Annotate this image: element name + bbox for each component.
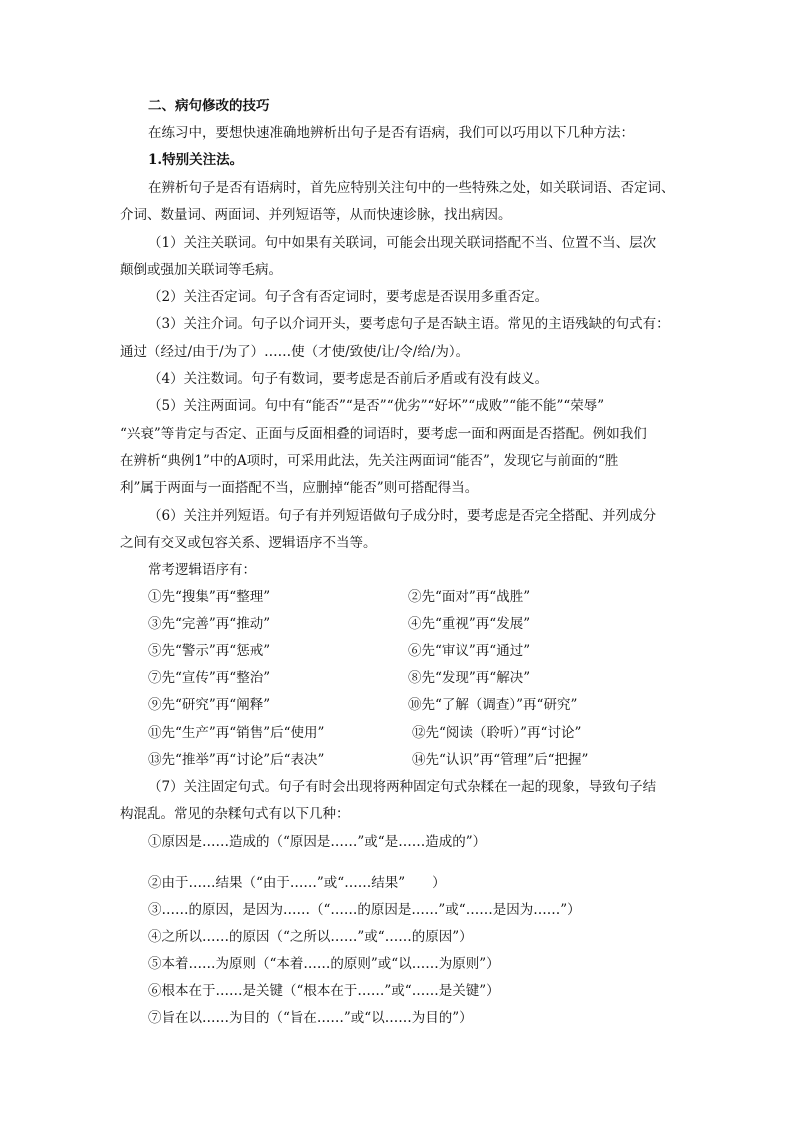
pattern-item: ②由于……结果（“由于……”或“……结果” ） [148, 875, 446, 891]
p4-line: （4）关注数词。句子有数词，要考虑是否前后矛盾或有没有歧义。 [148, 371, 549, 387]
p3-line-2: 通过（经过/由于/为了）……使（才使/致使/让/令/给/为）。 [120, 344, 470, 360]
p5-line-2: “兴衰”等肯定与否定、正面与反面相叠的词语时，要考虑一面和两面是否搭配。例如我们 [120, 426, 647, 442]
p3-line-1: （3）关注介词。句子以介词开头，要考虑句子是否缺主语。常见的主语残缺的句式有： [148, 316, 670, 332]
p5-line-1: （5）关注两面词。句中有“能否”“是否”“优劣”“好坏”“成败”“能不能”“荣辱” [148, 398, 605, 414]
p6-line-2: 之间有交叉或包容关系、逻辑语序不当等。 [120, 535, 377, 551]
order-item: ⑥先“审议”再“通过” [408, 643, 531, 659]
order-item: ⑪先“生产”再“销售”后“使用” [148, 725, 325, 741]
order-item: ⑭先“认识”再“管理”后“把握” [412, 752, 589, 768]
method-desc-line-1: 在辨析句子是否有语病时，首先应特别关注句中的一些特殊之处，如关联词语、否定词、 [148, 180, 675, 196]
order-item: ⑫先“阅读（聆听）”再“讨论” [412, 725, 582, 741]
p5-line-3: 在辨析“典例1”中的A项时，可采用此法，先关注两面词“能否”，发现它与前面的“胜 [120, 453, 619, 469]
order-item: ⑦先“宣传”再“整治” [148, 670, 271, 686]
pattern-item: ①原因是……造成的（“原因是……”或“是……造成的”） [148, 834, 487, 850]
order-item: ⑩先“了解（调查）”再“研究” [408, 697, 578, 713]
intro-text: 在练习中，要想快速准确地辨析出句子是否有语病，我们可以巧用以下几种方法： [148, 125, 634, 141]
p5-line-4: 利”属于两面与一面搭配不当，应删掉“能否”则可搭配得当。 [120, 480, 479, 496]
pattern-item: ⑥根本在于……是关键（“根本在于……”或“……是关键”） [148, 983, 500, 999]
method-title: 1.特别关注法。 [148, 152, 244, 168]
order-item: ③先“完善”再“推动” [148, 616, 271, 632]
pattern-item: ⑦旨在以……为目的（“旨在……”或“以……为目的”） [148, 1010, 473, 1026]
p6-line-1: （6）关注并列短语。句子有并列短语做句子成分时，要考虑是否完全搭配、并列成分 [148, 508, 657, 524]
order-item: ⑧先“发现”再“解决” [408, 670, 531, 686]
pattern-item: ④之所以……的原因（“之所以……”或“……的原因”） [148, 929, 473, 945]
order-item: ⑤先“警示”再“惩戒” [148, 643, 271, 659]
pattern-item: ⑤本着……为原则（“本着……的原则”或“以……为原则”） [148, 956, 500, 972]
order-item: ⑨先“研究”再“阐释” [148, 697, 271, 713]
pattern-item: ③……的原因，是因为……（“……的原因是……”或“……是因为……”） [148, 902, 581, 918]
p2-line: （2）关注否定词。句子含有否定词时，要考虑是否误用多重否定。 [148, 289, 549, 305]
order-item: ②先“面对”再“战胜” [408, 589, 531, 605]
p1-line-2: 颠倒或强加关联词等毛病。 [120, 262, 282, 278]
p7-line-1: （7）关注固定句式。句子有时会出现将两种固定句式杂糅在一起的现象，导致句子结 [148, 779, 657, 795]
p7-line-2: 构混乱。常见的杂糅句式有以下几种： [120, 806, 350, 822]
method-desc-line-2: 介词、数量词、两面词、并列短语等，从而快速诊脉，找出病因。 [120, 207, 512, 223]
p1-line-1: （1）关注关联词。句中如果有关联词，可能会出现关联词搭配不当、位置不当、层次 [148, 235, 657, 251]
order-item: ⑬先“推举”再“讨论”后“表决” [148, 752, 325, 768]
order-item: ④先“重视”再“发展” [408, 616, 531, 632]
order-title: 常考逻辑语序有： [148, 562, 256, 578]
order-item: ①先“搜集”再“整理” [148, 589, 271, 605]
section-title: 二、病句修改的技巧 [148, 98, 270, 114]
